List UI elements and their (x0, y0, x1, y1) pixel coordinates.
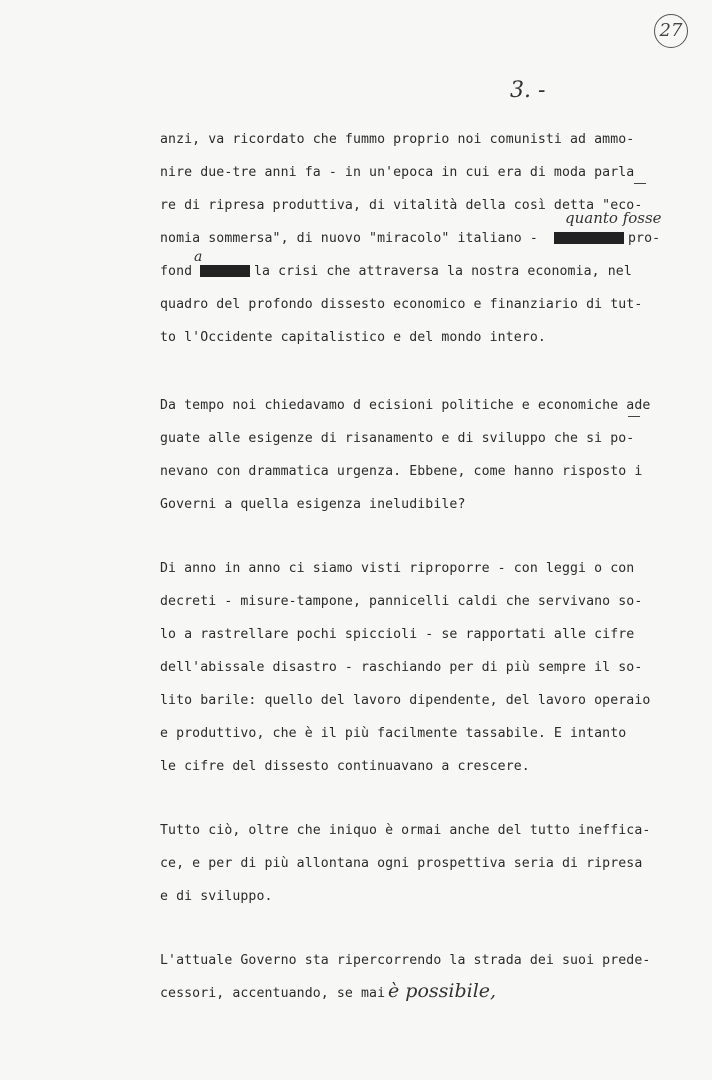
text-line: L'attuale Governo sta ripercorrendo la strada dei suoi prede- (160, 953, 651, 968)
text-line: lito barile: quello del lavoro dipendente, del lavoro operaio (160, 693, 651, 708)
text-line: e produttivo, che è il più facilmente tassabile. E intanto (160, 726, 627, 741)
text-line: to l'Occidente capitalistico e del mondo intero. (160, 330, 546, 345)
handwritten-insertion: a (194, 249, 203, 265)
text-line: cessori, accentuando, se mai (160, 986, 386, 1001)
text-line: guate alle esigenze di risanamento e di sviluppo che si po- (160, 431, 635, 446)
text-line: re di ripresa produttiva, di vitalità della così detta "eco- (160, 198, 643, 213)
text-line: lo a rastrellare pochi spiccioli - se rapportati alle cifre (160, 627, 635, 642)
text-line: Governi a quella esigenza ineludibile? (160, 497, 466, 512)
handwritten-insertion: quanto fosse (565, 209, 662, 227)
text-line: nevano con drammatica urgenza. Ebbene, come hanno risposto i (160, 464, 643, 479)
redaction-mark (200, 265, 250, 277)
text-line: quadro del profondo dissesto economico e finanziario di tut- (160, 297, 643, 312)
underline-mark (628, 416, 640, 417)
text-line: pro- (628, 231, 661, 246)
text-line: decreti - misure-tampone, pannicelli caldi che servivano so- (160, 594, 643, 609)
archive-stamp: 27 (654, 14, 688, 48)
text-line: nomia sommersa", di nuovo "miracolo" italiano - (160, 231, 538, 246)
text-line: e di sviluppo. (160, 889, 273, 904)
text-line: nire due-tre anni fa - in un'epoca in cui era di moda parla (160, 165, 635, 180)
redaction-mark (554, 232, 624, 244)
page-number: 3. - (510, 78, 546, 103)
text-line: le cifre del dissesto continuavano a crescere. (160, 759, 530, 774)
text-line: Da tempo noi chiedavamo d ecisioni politiche e economiche ade (160, 398, 651, 413)
text-line: la crisi che attraversa la nostra economia, nel (254, 264, 632, 279)
text-line: Di anno in anno ci siamo visti riproporre - con leggi o con (160, 561, 635, 576)
handwritten-insertion: è possibile, (388, 980, 497, 1002)
text-line: ce, e per di più allontana ogni prospettiva seria di ripresa (160, 856, 643, 871)
text-line: fond (160, 264, 193, 279)
text-line: Tutto ciò, oltre che iniquo è ormai anche del tutto ineffica- (160, 823, 651, 838)
text-line: anzi, va ricordato che fummo proprio noi comunisti ad ammo- (160, 132, 635, 147)
underline-mark (634, 183, 646, 184)
text-line: dell'abissale disastro - raschiando per di più sempre il so- (160, 660, 643, 675)
